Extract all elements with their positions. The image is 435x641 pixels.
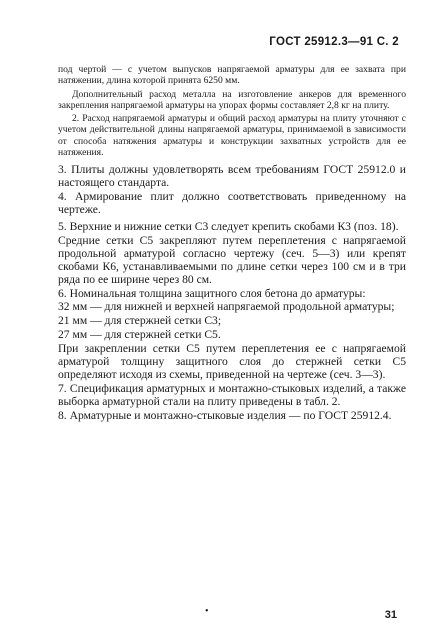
paragraph: 7. Спецификация арматурных и монтажно-стыковых изделий, а также выборка арматурной стали на плиту приведены в табл. 2. (58, 381, 406, 408)
paragraph: При закреплении сетки С5 путем переплетения ее с напрягаемой арматурой толщину защитного слоя до стержней сетки С5 определяют исходя из схемы, приведенной на чертеже (сеч. 3—3). (58, 342, 406, 381)
page-number: 31 (384, 609, 397, 621)
paragraph: 5. Верхние и нижние сетки С3 следует крепить скобами К3 (поз. 18). (58, 220, 399, 233)
paragraph: Средние сетки С5 закрепляют путем переплетения с напрягаемой продольной арматурой согласно чертежу (сеч. 5—3) или крепят скобами К6, устанавливаемыми по длине сетки через 100 см и в три ряда по ее ширине через 80 см. (58, 233, 406, 286)
list-item: 32 мм — для нижней и верхней напрягаемой продольной арматуры; (58, 300, 395, 314)
list-item: 27 мм — для стержней сетки С5. (58, 328, 221, 342)
page-header: ГОСТ 25912.3—91 С. 2 (269, 36, 399, 48)
stray-mark: • (205, 606, 209, 617)
paragraph: 4. Армирование плит должно соответствовать приведенному на чертеже. (58, 190, 406, 217)
paragraph: 6. Номинальная толщина защитного слоя бетона до арматуры: (58, 286, 366, 300)
paragraph: 8. Арматурные и монтажно-стыковые изделия — по ГОСТ 25912.4. (58, 408, 392, 422)
paragraph: 3. Плиты должны удовлетворять всем требованиям ГОСТ 25912.0 и настоящего стандарта. (58, 163, 406, 190)
table-footnote: Дополнительный расход металла на изготовление анкеров для временного закрепления напрягаемой арматуры на упорах формы составляет 2,8 кг на плиту. (58, 88, 406, 111)
list-item: 21 мм — для стержней сетки С3; (58, 314, 222, 328)
table-footnote: 2. Расход напрягаемой арматуры и общий расход арматуры на плиту уточняют с учетом действительной длины напрягаемой арматуры, принимаемой в зависимости от способа натяжения арматуры и конструкции захватных устройств для ее натяжения. (58, 113, 406, 159)
table-footnote: под чертой — с учетом выпусков напрягаемой арматуры для ее захвата при натяжении, длина которой принята 6250 мм. (58, 64, 406, 87)
document-body (58, 64, 406, 423)
